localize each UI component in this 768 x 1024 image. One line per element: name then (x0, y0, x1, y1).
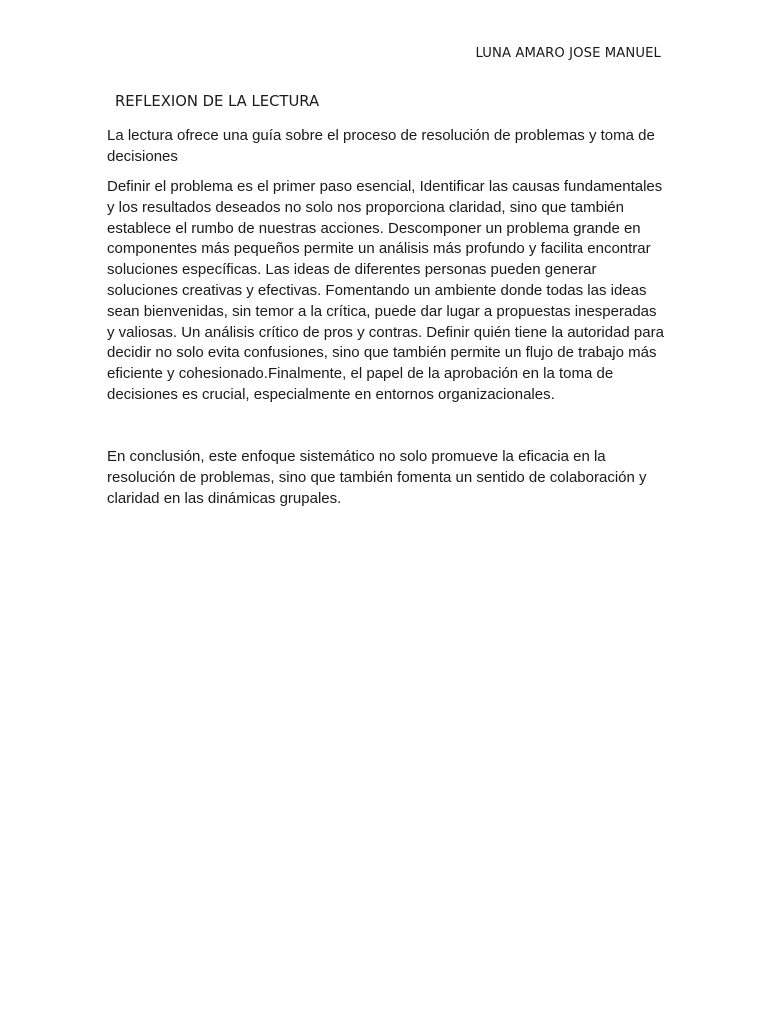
paragraph-intro: La lectura ofrece una guía sobre el proceso de resolución de problemas y toma de decisiones (107, 127, 655, 165)
document-title: REFLEXION DE LA LECTURA (115, 93, 320, 110)
author-name: LUNA AMARO JOSE MANUEL (475, 46, 661, 61)
paragraph-main: Definir el problema es el primer paso esencial, Identificar las causas fundamentales y los resultados deseados no solo nos proporciona claridad, sino que también establece el rumbo de nuestras acciones. Descomponer un problema grande en componentes más pequeños permite un análisis más profundo y facilita encontrar soluciones específicas. Las ideas de diferentes personas pueden generar soluciones creativas y efectivas. Fomentando un ambiente donde todas las ideas sean bienvenidas, sin temor a la crítica, puede dar lugar a propuestas inesperadas y valiosas. Un análisis crítico de pros y contras. Definir quién tiene la autoridad para decidir no solo evita confusiones, sino que también permite un flujo de trabajo más eficiente y cohesionado.Finalmente, el papel de la aprobación en la toma de decisiones es crucial, especialmente en entornos organizacionales. (107, 178, 664, 403)
paragraph-conclusion: En conclusión, este enfoque sistemático no solo promueve la eficacia en la resolución de problemas, sino que también fomenta un sentido de colaboración y claridad en las dinámicas grupales. (107, 448, 647, 507)
